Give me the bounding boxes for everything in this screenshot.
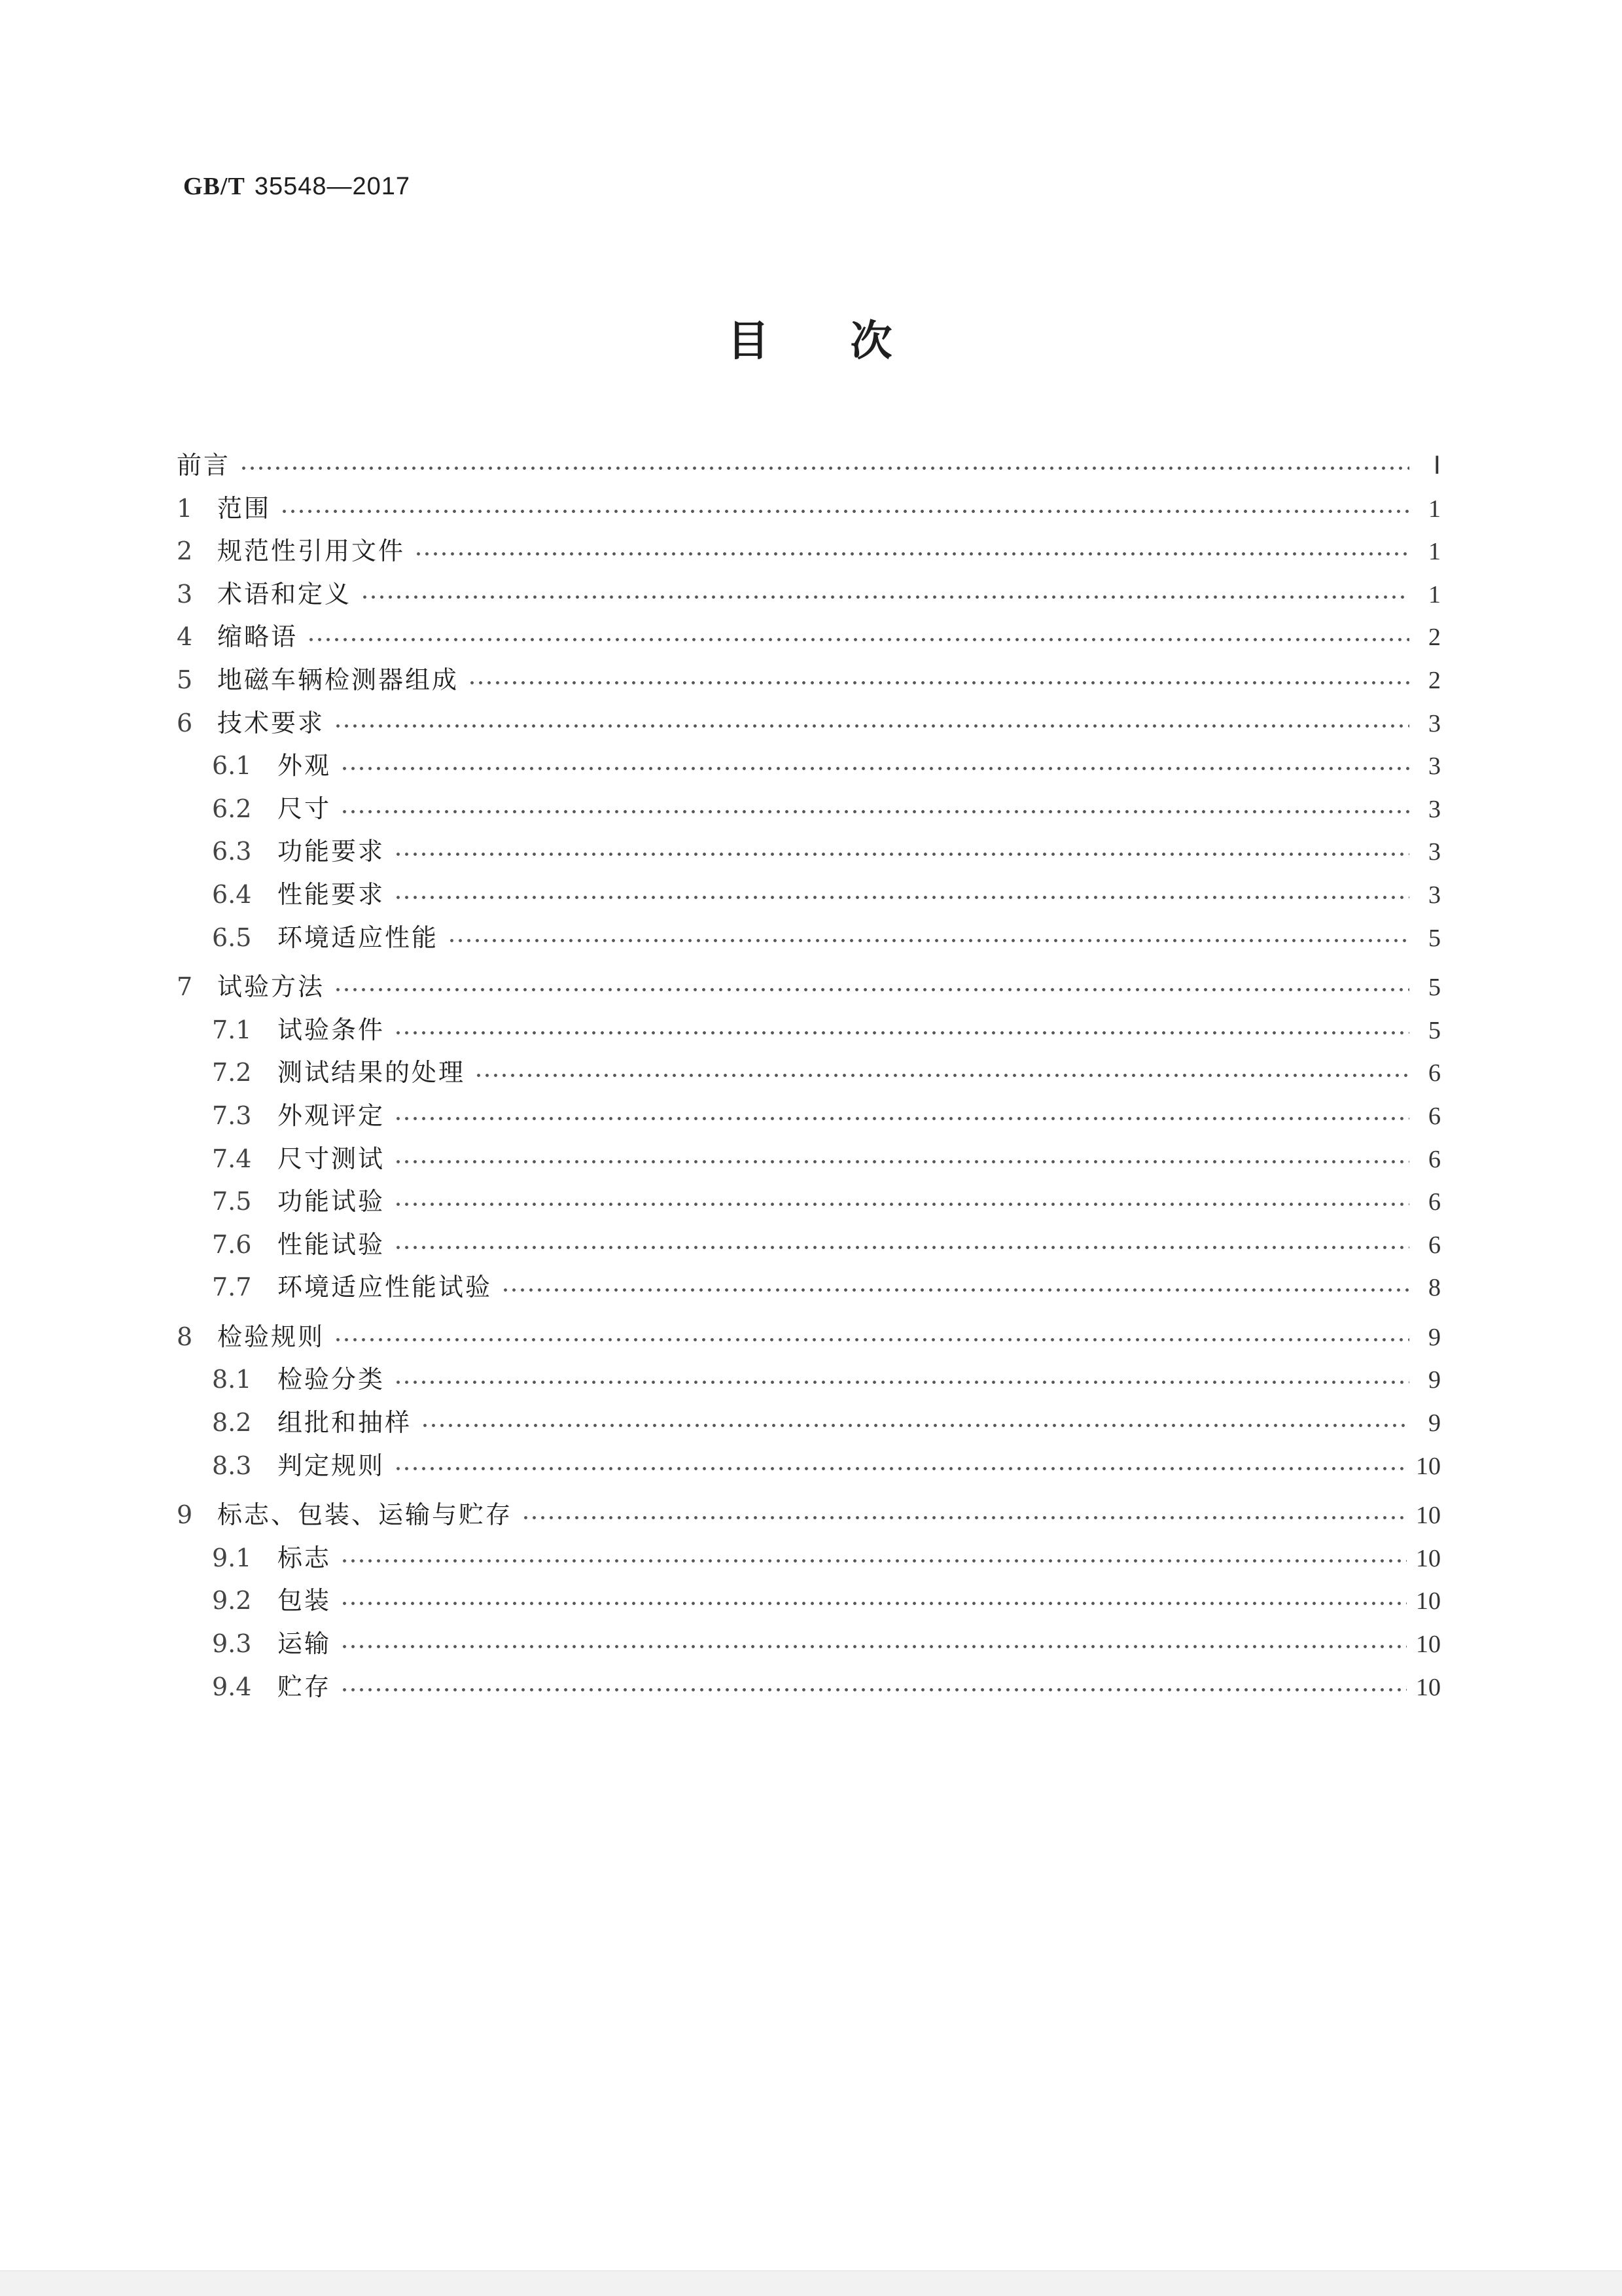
toc-entry-label: 缩略语 (217, 622, 298, 652)
toc-leader-dots (394, 877, 1409, 902)
toc-entry-label: 检验规则 (217, 1322, 325, 1351)
toc-entry[interactable] (177, 703, 1441, 746)
toc-leader-dots (361, 576, 1409, 601)
toc-entry[interactable] (177, 1359, 1441, 1402)
toc-entry-page: 3 (1428, 795, 1441, 823)
toc-leader-dots (340, 791, 1409, 816)
toc-entry[interactable] (177, 831, 1441, 874)
toc-entry-page: 2 (1428, 624, 1441, 652)
toc-entry-page: 1 (1428, 495, 1441, 523)
standard-header (183, 171, 410, 201)
toc-entry-page: 10 (1416, 1502, 1441, 1530)
toc-entry[interactable] (177, 1095, 1441, 1139)
toc-leader-dots (394, 1141, 1409, 1166)
toc-entry-page: 10 (1416, 1544, 1441, 1572)
toc-entry-number: 6 (177, 708, 193, 737)
toc-entry[interactable] (177, 616, 1441, 660)
toc-leader-dots (340, 1583, 1407, 1608)
toc-entry[interactable] (177, 917, 1441, 961)
toc-entry-page: 6 (1428, 1059, 1441, 1087)
toc-leader-dots (394, 1448, 1407, 1473)
table-of-contents (177, 445, 1441, 1709)
toc-entry-label: 地磁车辆检测器组成 (217, 665, 459, 694)
toc-entry-label: 规范性引用文件 (217, 537, 406, 566)
toc-entry-number: 9.4 (212, 1672, 252, 1701)
toc-entry-number: 7.2 (212, 1058, 252, 1087)
toc-entry-page: 6 (1428, 1231, 1441, 1259)
toc-entry-label: 检验分类 (277, 1365, 385, 1394)
toc-entry[interactable] (177, 1010, 1441, 1053)
toc-entry-label: 包装 (277, 1586, 332, 1616)
toc-entry-number: 5 (177, 665, 193, 694)
page-title (0, 308, 1622, 368)
toc-leader-dots (340, 1669, 1407, 1694)
toc-entry-page: 10 (1416, 1452, 1441, 1480)
toc-entry-page: 10 (1416, 1587, 1441, 1616)
toc-entry[interactable] (177, 1580, 1441, 1623)
viewer-bottom-bar (0, 2270, 1622, 2296)
toc-entry-number: 7 (177, 972, 193, 1002)
toc-leader-dots (394, 1012, 1409, 1037)
toc-entry-number: 1 (177, 493, 193, 523)
toc-leader-dots (421, 1405, 1409, 1430)
toc-entry-label: 试验方法 (217, 972, 325, 1002)
toc-leader-dots (280, 491, 1409, 516)
toc-entry[interactable] (177, 966, 1441, 1010)
toc-entry-label: 尺寸 (277, 794, 332, 823)
toc-leader-dots (394, 1227, 1409, 1252)
toc-entry-label: 环境适应性能试验 (277, 1273, 493, 1302)
toc-entry[interactable] (177, 874, 1441, 917)
toc-entry[interactable] (177, 445, 1441, 488)
toc-entry-number: 6.5 (212, 923, 252, 952)
toc-entry-page: 3 (1428, 709, 1441, 737)
toc-leader-dots (414, 533, 1409, 558)
toc-entry-label: 外观评定 (277, 1101, 385, 1130)
toc-entry-number: 6.1 (212, 751, 252, 781)
toc-entry[interactable] (177, 1445, 1441, 1489)
toc-entry-page: 3 (1428, 881, 1441, 909)
toc-entry-label: 标志 (277, 1543, 332, 1572)
toc-entry-label: 测试结果的处理 (277, 1058, 466, 1087)
toc-entry-number: 9.2 (212, 1586, 252, 1616)
toc-entry[interactable] (177, 1052, 1441, 1095)
standard-number: 35548—2017 (254, 173, 411, 200)
toc-entry-number: 6.2 (212, 794, 252, 823)
toc-entry[interactable] (177, 1494, 1441, 1538)
toc-entry-number: 6.3 (212, 837, 252, 866)
toc-entry-page: 10 (1416, 1631, 1441, 1659)
toc-entry-page: 1 (1428, 538, 1441, 566)
toc-entry[interactable] (177, 1139, 1441, 1182)
toc-leader-dots (394, 834, 1409, 858)
toc-entry-label: 标志、包装、运输与贮存 (217, 1500, 513, 1530)
toc-leader-dots (340, 748, 1409, 773)
toc-entry-number: 8.1 (212, 1365, 252, 1394)
toc-entry-label: 术语和定义 (217, 579, 352, 609)
toc-entry-number: 3 (177, 579, 193, 609)
toc-entry-number: 4 (177, 622, 193, 652)
toc-entry-number: 2 (177, 537, 193, 566)
toc-entry-label: 功能要求 (277, 837, 385, 866)
toc-entry-page: 6 (1428, 1188, 1441, 1216)
toc-entry-page: 5 (1428, 1016, 1441, 1044)
toc-entry-label: 外观 (277, 751, 332, 781)
toc-entry-number: 6.4 (212, 879, 252, 909)
toc-leader-dots (334, 1319, 1409, 1344)
toc-entry-label: 前言 (177, 451, 231, 480)
toc-leader-dots (239, 448, 1409, 472)
toc-entry-label: 贮存 (277, 1672, 332, 1701)
toc-entry-page: 9 (1428, 1323, 1441, 1351)
toc-leader-dots (394, 1184, 1409, 1209)
toc-entry-page: 3 (1428, 752, 1441, 781)
toc-entry[interactable] (177, 1538, 1441, 1581)
toc-entry-label: 尺寸测试 (277, 1144, 385, 1173)
toc-entry-number: 7.5 (212, 1187, 252, 1216)
toc-entry[interactable] (177, 1316, 1441, 1360)
toc-entry-number: 9.3 (212, 1629, 252, 1659)
toc-entry[interactable] (177, 531, 1441, 574)
toc-entry[interactable] (177, 660, 1441, 703)
toc-leader-dots (334, 705, 1409, 730)
toc-entry-page: 3 (1428, 838, 1441, 866)
toc-entry-number: 7.4 (212, 1144, 252, 1173)
toc-entry-number: 8.2 (212, 1408, 252, 1438)
toc-entry-number: 7.7 (212, 1273, 252, 1302)
toc-leader-dots (340, 1540, 1407, 1565)
toc-entry-label: 技术要求 (217, 708, 325, 737)
toc-entry-page: 6 (1428, 1102, 1441, 1130)
toc-leader-dots (334, 969, 1409, 994)
toc-leader-dots (521, 1497, 1407, 1522)
toc-leader-dots (394, 1098, 1409, 1123)
toc-entry-page: Ⅰ (1433, 452, 1441, 480)
toc-entry-label: 范围 (217, 493, 272, 523)
toc-entry[interactable] (177, 1267, 1441, 1310)
toc-entry[interactable] (177, 745, 1441, 788)
toc-entry[interactable] (177, 788, 1441, 832)
toc-entry-page: 6 (1428, 1145, 1441, 1173)
toc-entry-page: 9 (1428, 1366, 1441, 1394)
toc-entry-label: 性能要求 (277, 879, 385, 909)
toc-entry-label: 运输 (277, 1629, 332, 1659)
toc-entry-page: 1 (1428, 580, 1441, 609)
toc-entry-label: 判定规则 (277, 1451, 385, 1480)
toc-entry-number: 8 (177, 1322, 193, 1351)
toc-entry-page: 5 (1428, 974, 1441, 1002)
toc-leader-dots (501, 1269, 1409, 1294)
title-char-1: 目 (727, 317, 772, 366)
toc-entry-label: 试验条件 (277, 1015, 385, 1044)
toc-entry-number: 7.3 (212, 1101, 252, 1130)
toc-entry-page: 2 (1428, 666, 1441, 694)
toc-entry-page: 5 (1428, 924, 1441, 952)
toc-leader-dots (340, 1626, 1407, 1651)
toc-entry[interactable] (177, 1667, 1441, 1710)
toc-entry[interactable] (177, 1224, 1441, 1267)
toc-entry-number: 7.1 (212, 1015, 252, 1044)
standard-code: GB/T (183, 173, 245, 200)
toc-entry-label: 性能试验 (277, 1229, 385, 1259)
toc-entry[interactable] (177, 1181, 1441, 1224)
toc-leader-dots (474, 1055, 1409, 1080)
toc-leader-dots (307, 619, 1409, 644)
toc-entry-label: 组批和抽样 (277, 1408, 412, 1438)
toc-leader-dots (448, 920, 1409, 945)
toc-entry-number: 8.3 (212, 1451, 252, 1480)
toc-leader-dots (468, 662, 1409, 687)
toc-entry-number: 7.6 (212, 1229, 252, 1259)
toc-entry-label: 环境适应性能 (277, 923, 439, 952)
toc-entry-page: 8 (1428, 1274, 1441, 1302)
toc-entry-page: 9 (1428, 1409, 1441, 1438)
toc-entry[interactable] (177, 1623, 1441, 1667)
toc-entry-page: 10 (1416, 1673, 1441, 1701)
toc-entry[interactable] (177, 1402, 1441, 1445)
toc-entry-number: 9 (177, 1500, 193, 1530)
toc-entry-number: 9.1 (212, 1543, 252, 1572)
toc-entry[interactable] (177, 574, 1441, 617)
toc-entry-label: 功能试验 (277, 1187, 385, 1216)
toc-leader-dots (394, 1362, 1409, 1386)
title-char-2: 次 (850, 317, 895, 366)
toc-entry[interactable] (177, 488, 1441, 531)
